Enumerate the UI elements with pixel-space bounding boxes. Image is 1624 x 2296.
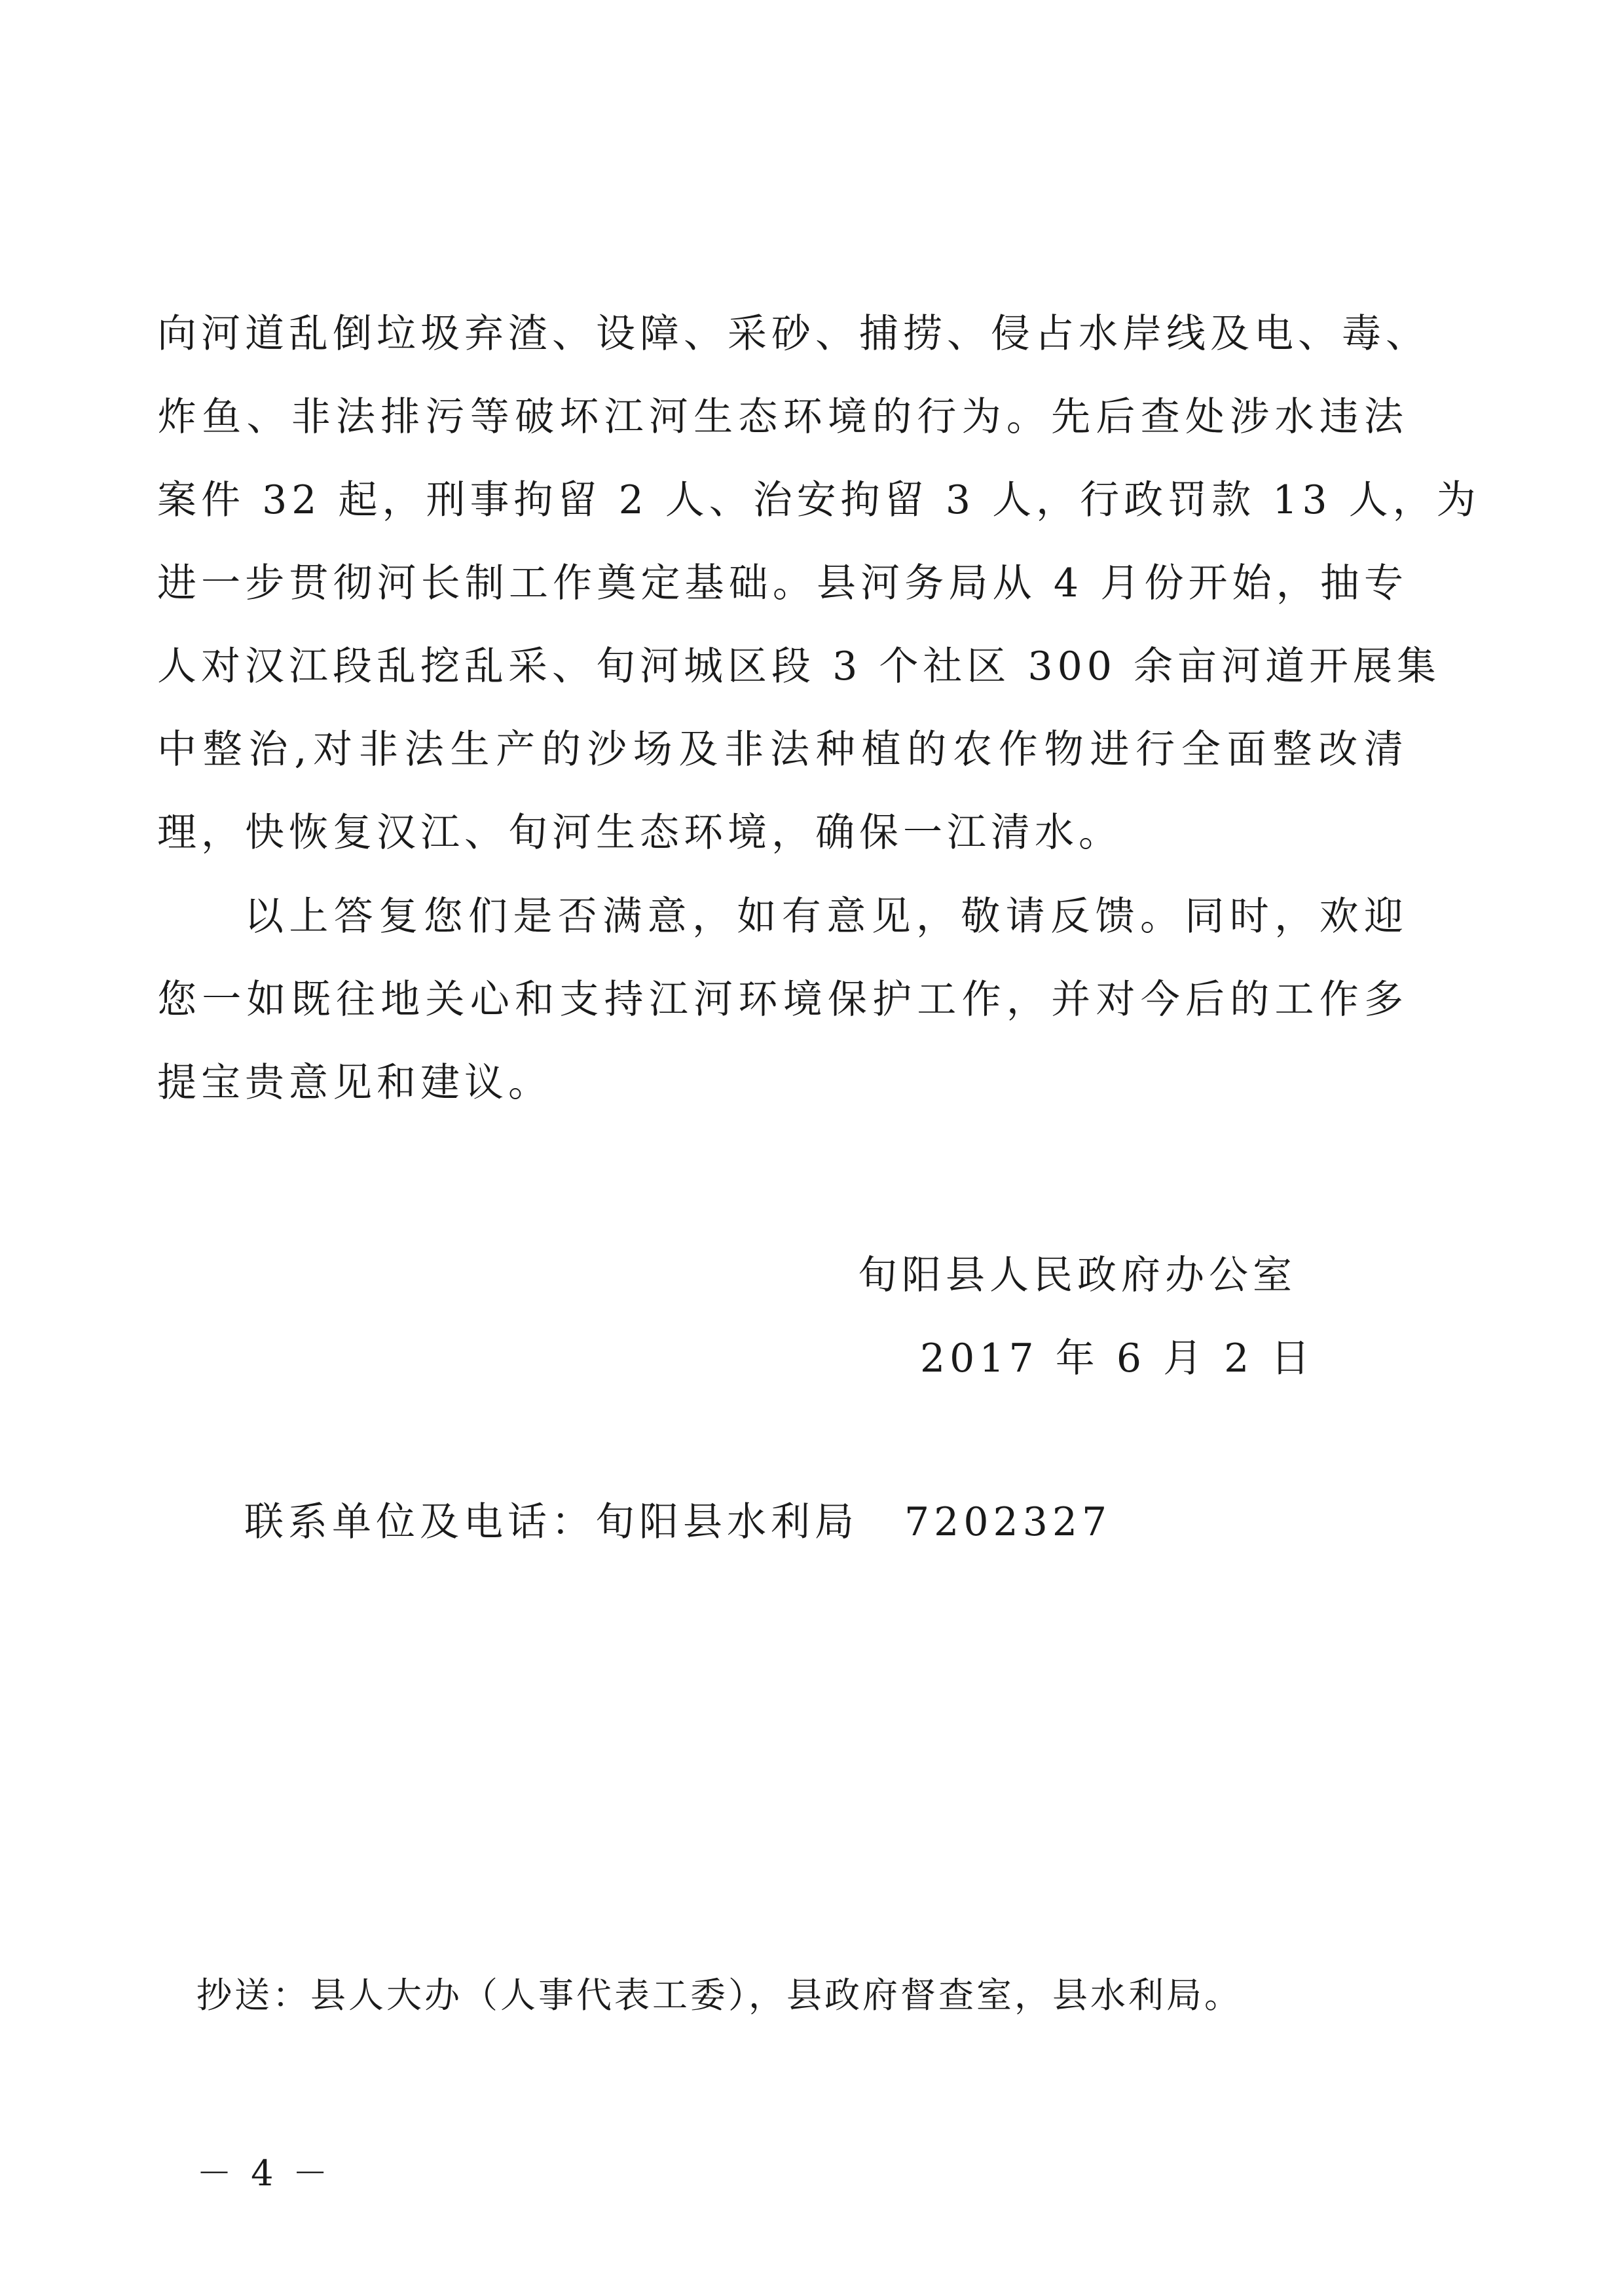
body-line-8: 以上答复您们是否满意，如有意见，敬请反馈。同时，欢迎 [244, 894, 1408, 939]
body-line-4: 进一步贯彻河长制工作奠定基础。县河务局从 4 月份开始，抽专 [157, 560, 1408, 606]
body-line-6: 中整治,对非法生产的沙场及非法种植的农作物进行全面整改清 [157, 727, 1408, 773]
body-line-5: 人对汉江段乱挖乱采、旬河城区段 3 个社区 300 余亩河道开展集 [157, 644, 1441, 689]
contact-info [244, 1489, 1111, 1555]
page-number: － 4 － [196, 2153, 332, 2194]
body-line-9: 您一如既往地关心和支持江河环境保护工作，并对今后的工作多 [157, 977, 1408, 1023]
body-line-2: 炸鱼、非法排污等破坏江河生态环境的行为。先后查处涉水违法 [157, 394, 1408, 440]
cc-list: 抄送：县人大办（人事代表工委），县政府督查室，县水利局。 [196, 1975, 1242, 2016]
signature-office: 旬阳县人民政府办公室 [858, 1252, 1297, 1298]
body-line-1: 向河道乱倒垃圾弃渣、设障、采砂、捕捞、侵占水岸线及电、毒、 [157, 311, 1430, 357]
contact-label: 联系单位及电话：旬阳县水利局 [244, 1499, 858, 1545]
body-line-3: 案件 32 起，刑事拘留 2 人、治安拘留 3 人，行政罚款 13 人，为 [157, 477, 1481, 523]
signature-date: 2017 年 6 月 2 日 [920, 1336, 1315, 1381]
contact-phone: 7202327 [904, 1499, 1112, 1545]
body-line-10: 提宝贵意见和建议。 [157, 1060, 552, 1106]
body-line-7: 理，快恢复汉江、旬河生态环境，确保一江清水。 [157, 810, 1122, 856]
